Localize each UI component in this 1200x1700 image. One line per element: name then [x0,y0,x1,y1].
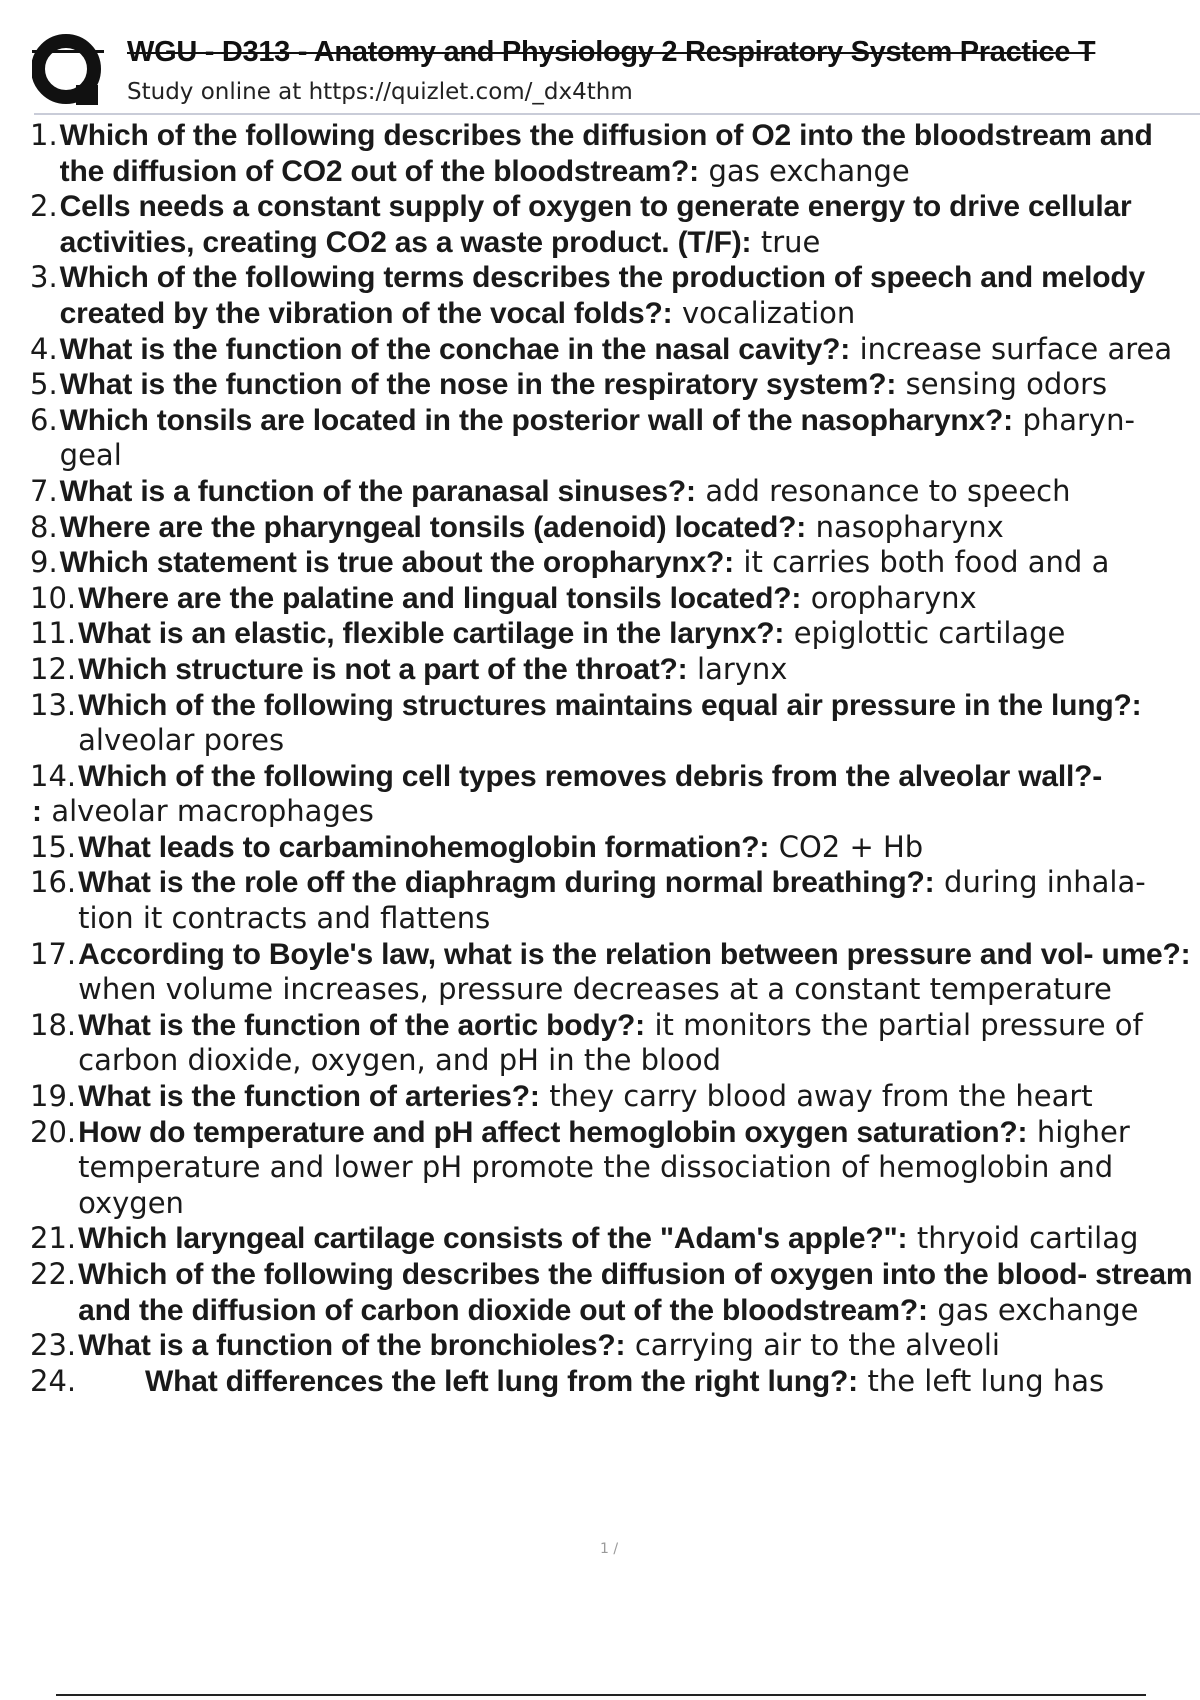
question-text: What is the function of the conchae in the nasal cavity?: [59,332,851,366]
item-number: 20. [30,1114,77,1149]
item-number: 2. [30,189,58,224]
answer-text: it carries both food and a [743,545,1110,580]
item-number: 10. [30,580,77,615]
question-answer-list [30,118,1200,1399]
question-text: Cells needs a constant supply of oxygen to generate energy to drive cellular activities, creating CO2 as a waste product. (T/F): [59,190,1132,259]
list-item [30,1079,1200,1115]
item-number: 23. [30,1328,77,1363]
question-text: Where are the pharyngeal tonsils (adenoid) located?: [59,510,807,544]
answer-text: oropharynx [810,580,977,615]
answer-text: epiglottic cartilage [793,616,1066,651]
item-number: 12. [30,651,77,686]
question-text: Which laryngeal cartilage consists of the "Adam's apple?": [78,1222,908,1256]
question-text: How do temperature and pH affect hemoglobin oxygen saturation?: [78,1115,1028,1149]
footer-divider [56,1694,1146,1696]
question-text: Which of the following terms describes the production of speech and melody created by the vibration of the vocal folds?: [59,261,1145,330]
list-item [30,865,1200,936]
header-divider [34,113,1200,115]
list-item [30,1008,1200,1079]
answer-text: alveolar macrophages [51,794,374,829]
list-item [30,1364,1200,1400]
item-number: 14. [30,758,77,793]
question-text: Which of the following cell types removes debris from the alveolar wall?- [78,759,1103,793]
question-text: : [32,795,42,829]
answer-text: pharyn- geal [59,402,1135,473]
list-item [30,545,1200,581]
answer-text: during inhala- tion it contracts and flattens [78,865,1146,936]
list-item [30,581,1200,617]
question-text: What is the function of the nose in the respiratory system?: [59,368,897,402]
item-number: 13. [30,687,77,722]
question-text: Which of the following describes the diffusion of O2 into the bloodstream and the diffusion of CO2 out of the bloodstream?: [59,119,1153,188]
answer-text: larynx [697,651,788,686]
question-text: What differences the left lung from the right lung?: [145,1364,858,1398]
document-header [0,0,1200,118]
list-item [30,332,1200,368]
answer-text: gas exchange [937,1292,1139,1327]
item-number: 11. [30,616,77,651]
list-item [30,510,1200,546]
item-number: 1. [30,118,58,152]
question-text: What is a function of the bronchioles?: [78,1329,626,1363]
list-item-continuation [30,794,1200,830]
answer-text: sensing odors [905,367,1108,402]
answer-text: carrying air to the alveoli [634,1328,1000,1363]
answer-text: thryoid cartilag [916,1221,1139,1256]
list-item [30,367,1200,403]
item-number: 22. [30,1257,77,1291]
question-text: Which tonsils are located in the posterior wall of the nasopharynx?: [59,403,1013,437]
answer-text: increase surface area [859,331,1173,366]
list-item [30,937,1200,1008]
item-number: 17. [30,936,77,971]
answer-text: when volume increases, pressure decreases at a constant temperature [78,972,1112,1007]
item-number: 21. [30,1221,77,1256]
item-number: 5. [30,367,58,402]
list-item [30,830,1200,866]
list-item [30,688,1200,759]
question-text: What is an elastic, flexible cartilage in the larynx?: [78,617,785,651]
answer-text: nasopharynx [815,509,1004,544]
question-text: Where are the palatine and lingual tonsils located?: [78,581,802,615]
answer-text: add resonance to speech [705,473,1071,508]
item-number: 24. [30,1363,77,1398]
question-text: What is the function of the aortic body?: [78,1008,645,1042]
answer-text: true [760,224,821,259]
document-title: WGU - D313 - Anatomy and Physiology 2 Respiratory System Practice T [127,36,1096,68]
item-number: 3. [30,260,58,295]
question-text: What is the function of arteries?: [78,1080,540,1114]
list-item [30,1328,1200,1364]
list-item [30,118,1200,189]
list-item [30,403,1200,474]
item-number: 6. [30,402,58,437]
answer-text: vocalization [682,295,856,330]
item-number: 15. [30,829,77,864]
question-text: Which structure is not a part of the throat?: [78,652,688,686]
answer-text: the left lung has [867,1363,1105,1398]
page-number: 1 / [600,1541,619,1557]
answer-text: it monitors the partial pressure of carbon dioxide, oxygen, and pH in the blood [78,1007,1143,1078]
question-text: What is a function of the paranasal sinuses?: [59,474,696,508]
list-item [30,1221,1200,1257]
question-text: Which of the following structures maintains equal air pressure in the lung?: [78,688,1142,722]
answer-text: they carry blood away from the heart [549,1079,1093,1114]
item-number: 7. [30,473,58,508]
item-number: 19. [30,1079,77,1114]
question-text: According to Boyle's law, what is the relation between pressure and vol- ume?: [78,937,1191,971]
list-item [30,1115,1200,1222]
answer-text: gas exchange [708,153,910,188]
list-item [30,616,1200,652]
study-online-link[interactable]: Study online at https://quizlet.com/_dx4thm [127,79,633,105]
item-number: 18. [30,1007,77,1042]
list-item [30,189,1200,260]
list-item [30,652,1200,688]
list-item [30,260,1200,331]
item-number: 4. [30,331,58,366]
item-number: 8. [30,509,58,544]
list-item [30,474,1200,510]
quizlet-logo-icon [32,33,104,109]
question-text: Which statement is true about the oropharynx?: [59,546,734,580]
question-text: Which of the following describes the diffusion of oxygen into the blood- stream and the diffusion of carbon dioxide out of the bloodstream?: [78,1258,1193,1327]
list-item [30,1257,1200,1328]
item-number: 9. [30,545,58,580]
answer-text: CO2 + Hb [778,829,924,864]
list-item [30,759,1200,795]
question-text: What is the role off the diaphragm during normal breathing?: [78,866,935,900]
question-text: What leads to carbaminohemoglobin formation?: [78,830,770,864]
answer-text: alveolar pores [78,723,285,758]
answer-text: higher temperature and lower pH promote the dissociation of hemoglobin and oxygen [78,1114,1130,1220]
item-number: 16. [30,865,77,900]
